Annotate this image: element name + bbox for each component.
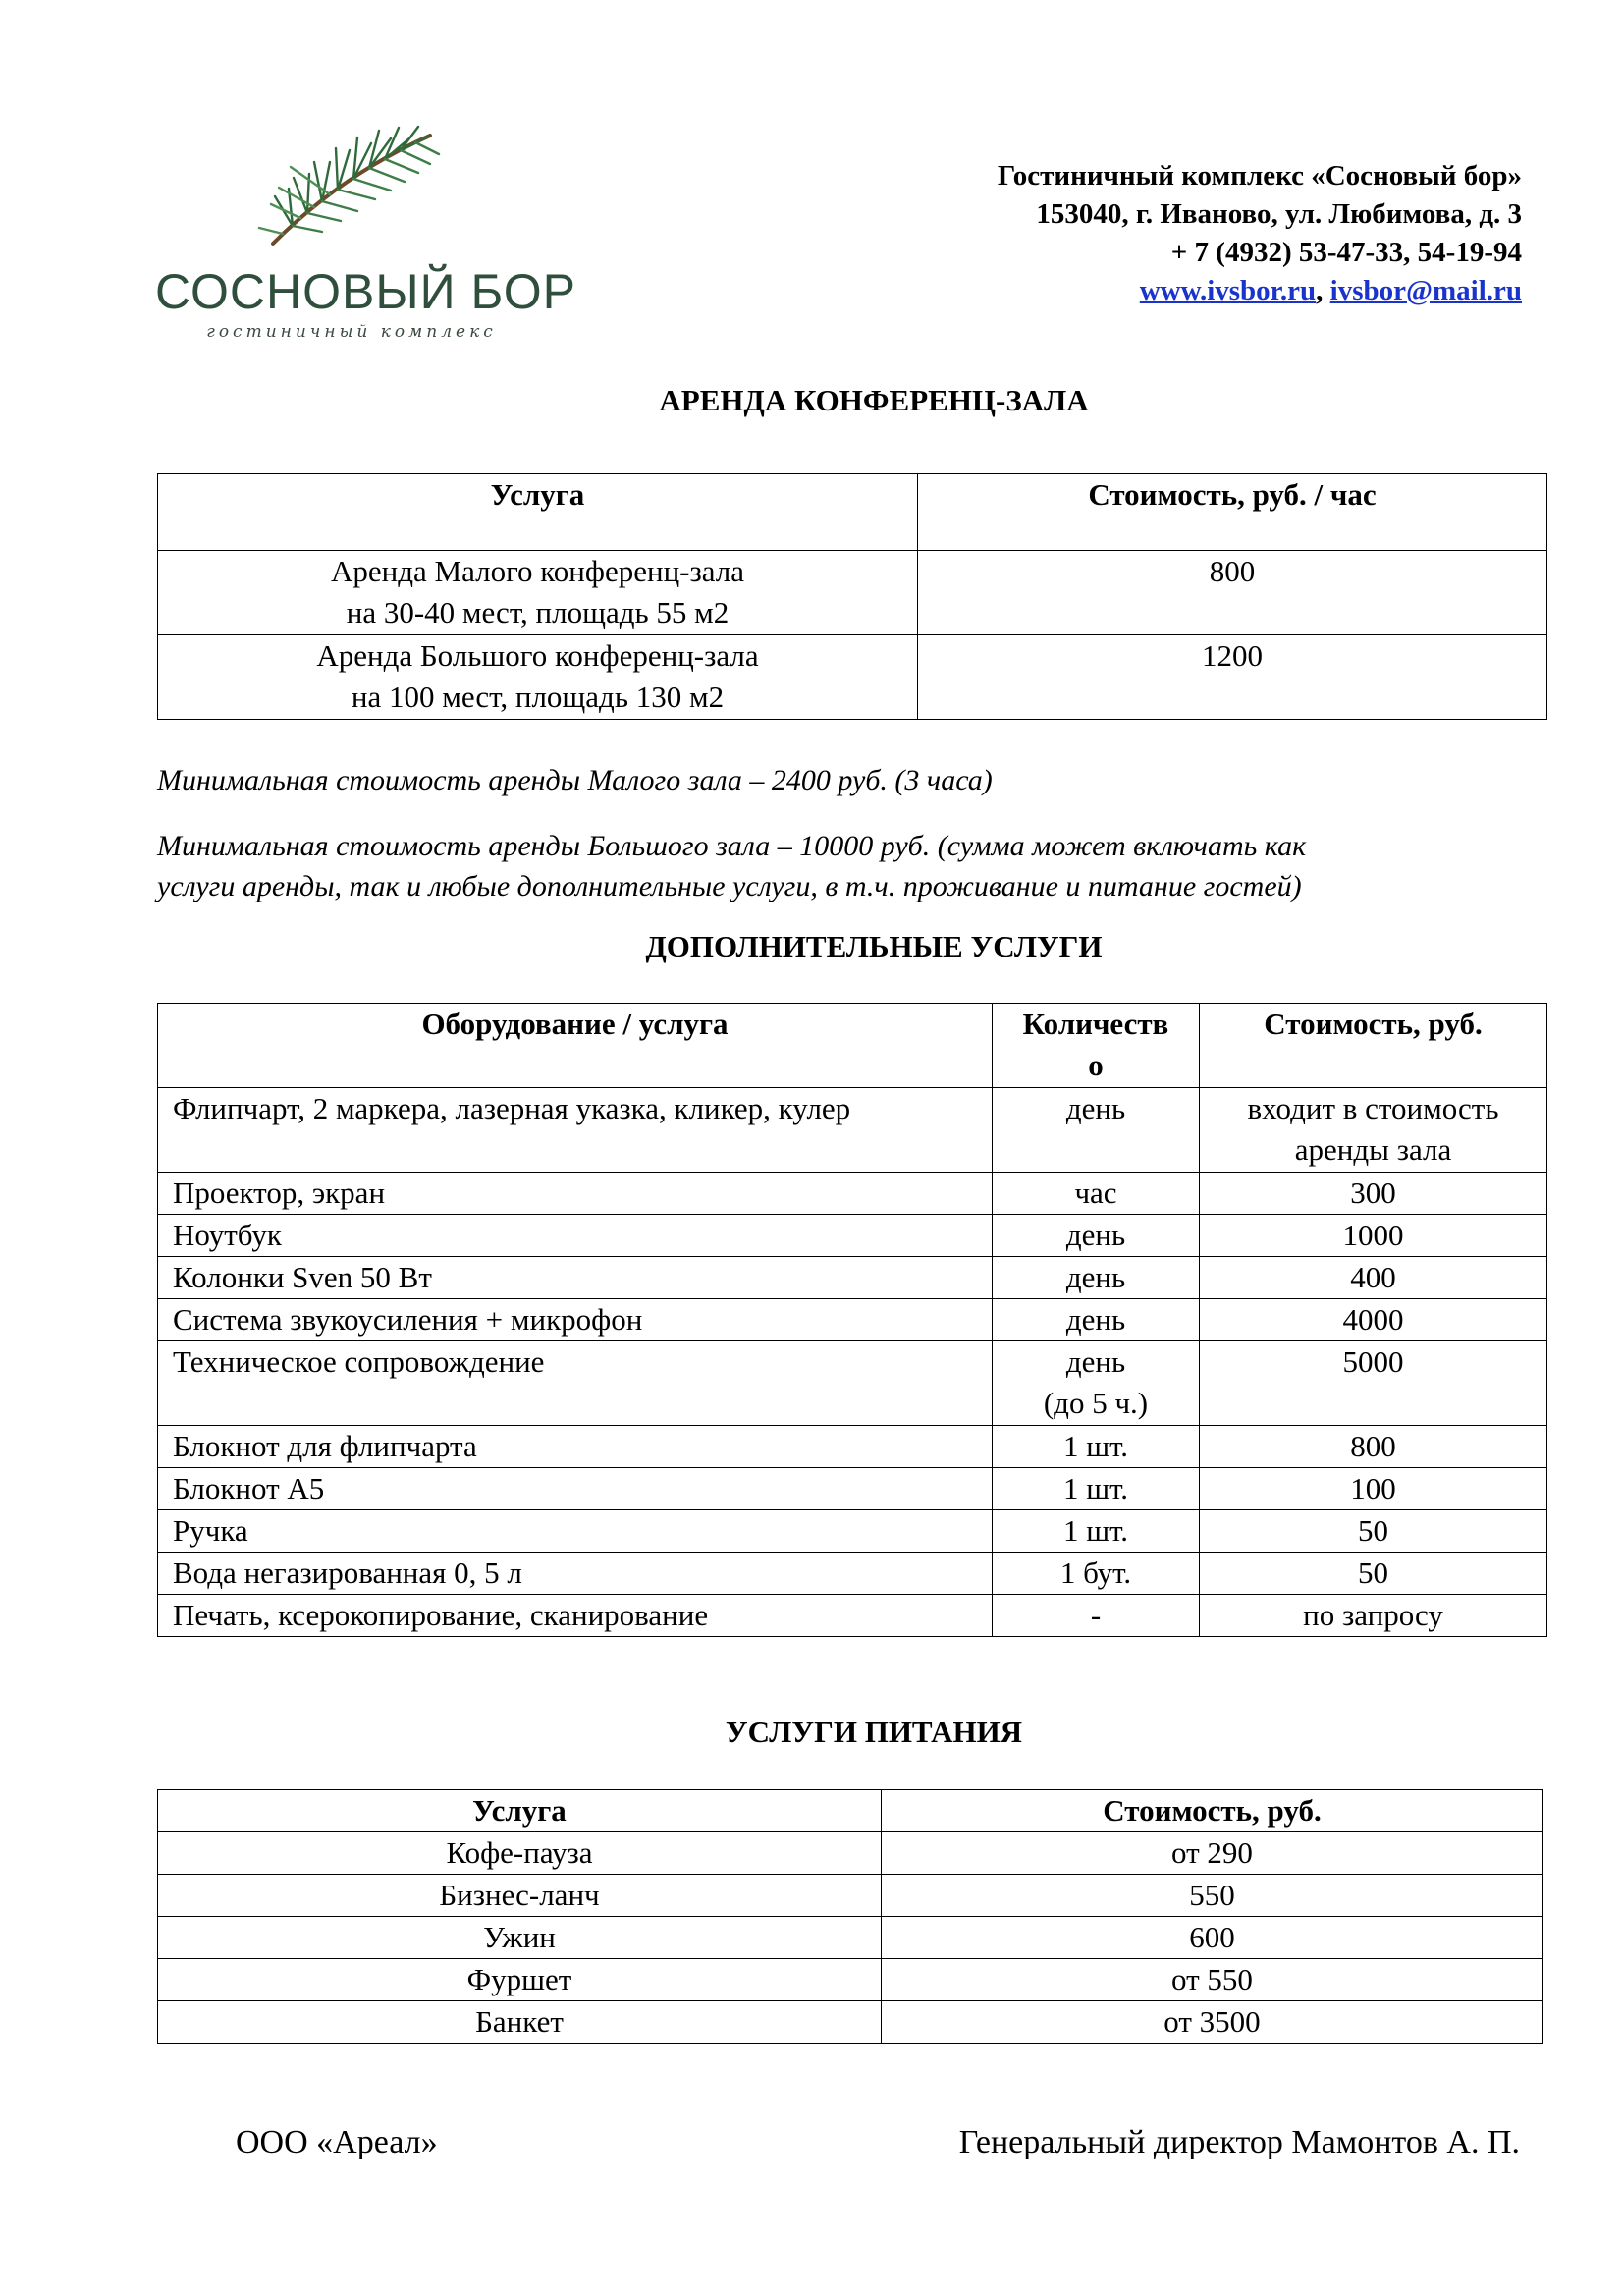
hotel-name: Гостиничный комплекс «Сосновый бор» — [997, 160, 1522, 191]
extra-price-line: входит в стоимость — [1247, 1091, 1499, 1125]
table-row — [158, 1426, 1547, 1468]
table-row — [158, 1088, 1547, 1173]
web-contacts — [998, 272, 1522, 310]
food-service-cell: Ужин — [158, 1917, 882, 1959]
extra-service-cell: Блокнот А5 — [158, 1468, 993, 1510]
food-col-service: Услуга — [158, 1790, 882, 1832]
extra-qty-cell: день — [993, 1215, 1200, 1257]
extra-qty-cell: день — [993, 1299, 1200, 1341]
extra-price-cell — [1200, 1088, 1547, 1173]
food-price-cell: 550 — [882, 1875, 1543, 1917]
food-col-price: Стоимость, руб. — [882, 1790, 1543, 1832]
extra-qty-cell — [993, 1341, 1200, 1426]
extra-price-cell: 100 — [1200, 1468, 1547, 1510]
table-row — [158, 551, 1547, 635]
rent-title: АРЕНДА КОНФЕРЕНЦ-ЗАЛА — [659, 383, 1089, 417]
food-table — [157, 1789, 1543, 2044]
extra-service-cell: Колонки Sven 50 Вт — [158, 1257, 993, 1299]
extra-service-cell: Система звукоусиления + микрофон — [158, 1299, 993, 1341]
extra-price-cell: 50 — [1200, 1553, 1547, 1595]
website-link[interactable]: www.ivsbor.ru — [1139, 275, 1317, 306]
rent-service-line: Аренда Большого конференц-зала — [316, 638, 759, 673]
table-row — [158, 1510, 1547, 1553]
extra-service-cell: Флипчарт, 2 маркера, лазерная указка, кликер, кулер — [158, 1088, 993, 1173]
table-row — [158, 1917, 1543, 1959]
table-header-row — [158, 1790, 1543, 1832]
rent-service-cell — [158, 635, 918, 720]
table-row — [158, 1595, 1547, 1637]
director-signature: Генеральный директор Мамонтов А. П. — [958, 2124, 1520, 2160]
extra-price-cell: по запросу — [1200, 1595, 1547, 1637]
food-title: УСЛУГИ ПИТАНИЯ — [725, 1715, 1023, 1749]
extra-col-qty-line: о — [1088, 1048, 1104, 1082]
rent-table — [157, 473, 1547, 720]
extra-price-cell: 5000 — [1200, 1341, 1547, 1426]
extra-qty-cell: 1 шт. — [993, 1426, 1200, 1468]
extra-qty-line: (до 5 ч.) — [1043, 1386, 1149, 1420]
table-row — [158, 1299, 1547, 1341]
extra-service-cell: Ноутбук — [158, 1215, 993, 1257]
food-price-cell: 600 — [882, 1917, 1543, 1959]
extra-qty-cell: 1 бут. — [993, 1553, 1200, 1595]
extra-price-line: аренды зала — [1294, 1132, 1452, 1167]
hotel-phone: + 7 (4932) 53-47-33, 54-19-94 — [1170, 237, 1522, 268]
extra-qty-cell: день — [993, 1088, 1200, 1173]
table-row — [158, 1341, 1547, 1426]
extra-qty-line: день — [1065, 1344, 1126, 1379]
table-row — [158, 1257, 1547, 1299]
extra-price-cell: 800 — [1200, 1426, 1547, 1468]
rent-price-cell: 1200 — [918, 635, 1547, 720]
extra-service-cell: Ручка — [158, 1510, 993, 1553]
extra-qty-cell: день — [993, 1257, 1200, 1299]
food-service-cell: Кофе-пауза — [158, 1832, 882, 1875]
logo-name: СОСНОВЫЙ БОР — [155, 264, 576, 319]
extra-col-price: Стоимость, руб. — [1200, 1004, 1547, 1088]
extra-service-cell: Техническое сопровождение — [158, 1341, 993, 1426]
rent-col-price: Стоимость, руб. / час — [918, 474, 1547, 551]
table-row — [158, 1468, 1547, 1510]
table-row — [158, 1832, 1543, 1875]
company-logo — [155, 116, 576, 352]
rent-note-small-hall: Минимальная стоимость аренды Малого зала – 2400 руб. (3 часа) — [157, 764, 993, 796]
food-price-cell: от 550 — [882, 1959, 1543, 2001]
extra-qty-cell: 1 шт. — [993, 1468, 1200, 1510]
table-row — [158, 1215, 1547, 1257]
extra-qty-cell: 1 шт. — [993, 1510, 1200, 1553]
food-service-cell: Фуршет — [158, 1959, 882, 2001]
food-price-cell: от 3500 — [882, 2001, 1543, 2044]
rent-col-service: Услуга — [158, 474, 918, 551]
pine-branch-icon — [253, 116, 450, 253]
rent-service-line: на 30-40 мест, площадь 55 м2 — [346, 595, 730, 629]
company-signature: ООО «Ареал» — [236, 2124, 438, 2160]
rent-service-cell — [158, 551, 918, 635]
rent-service-line: на 100 мест, площадь 130 м2 — [351, 680, 725, 714]
rent-note-big-hall-line: услуги аренды, так и любые дополнительные услуги, в т.ч. проживание и питание гостей) — [157, 870, 1302, 902]
extra-price-cell: 300 — [1200, 1173, 1547, 1215]
rent-price-cell: 800 — [918, 551, 1547, 635]
extra-table — [157, 1003, 1547, 1637]
rent-note-big-hall-line: Минимальная стоимость аренды Большого зала – 10000 руб. (сумма может включать как — [157, 830, 1307, 862]
extra-price-cell: 4000 — [1200, 1299, 1547, 1341]
extra-service-cell: Блокнот для флипчарта — [158, 1426, 993, 1468]
link-separator: , — [1316, 275, 1324, 306]
table-row — [158, 2001, 1543, 2044]
extra-service-cell: Проектор, экран — [158, 1173, 993, 1215]
extra-qty-cell: час — [993, 1173, 1200, 1215]
extra-col-service: Оборудование / услуга — [158, 1004, 993, 1088]
extra-price-cell: 50 — [1200, 1510, 1547, 1553]
extra-col-qty — [993, 1004, 1200, 1088]
extra-service-cell: Вода негазированная 0, 5 л — [158, 1553, 993, 1595]
table-row — [158, 1173, 1547, 1215]
table-row — [158, 1553, 1547, 1595]
extra-service-cell: Печать, ксерокопирование, сканирование — [158, 1595, 993, 1637]
extra-col-qty-line: Количеств — [1022, 1007, 1169, 1041]
extra-qty-cell: - — [993, 1595, 1200, 1637]
table-row — [158, 1875, 1543, 1917]
extra-price-cell: 1000 — [1200, 1215, 1547, 1257]
table-row — [158, 1959, 1543, 2001]
table-row — [158, 635, 1547, 720]
hotel-address: 153040, г. Иваново, ул. Любимова, д. 3 — [1036, 198, 1522, 230]
extra-title: ДОПОЛНИТЕЛЬНЫЕ УСЛУГИ — [645, 929, 1103, 963]
table-header-row — [158, 474, 1547, 551]
food-service-cell: Банкет — [158, 2001, 882, 2044]
extra-price-cell: 400 — [1200, 1257, 1547, 1299]
email-link[interactable]: ivsbor@mail.ru — [1329, 275, 1522, 306]
table-header-row — [158, 1004, 1547, 1088]
food-price-cell: от 290 — [882, 1832, 1543, 1875]
food-service-cell: Бизнес-ланч — [158, 1875, 882, 1917]
rent-service-line: Аренда Малого конференц-зала — [331, 554, 744, 588]
logo-tagline: гостиничный комплекс — [206, 322, 497, 342]
contact-block — [998, 157, 1522, 310]
